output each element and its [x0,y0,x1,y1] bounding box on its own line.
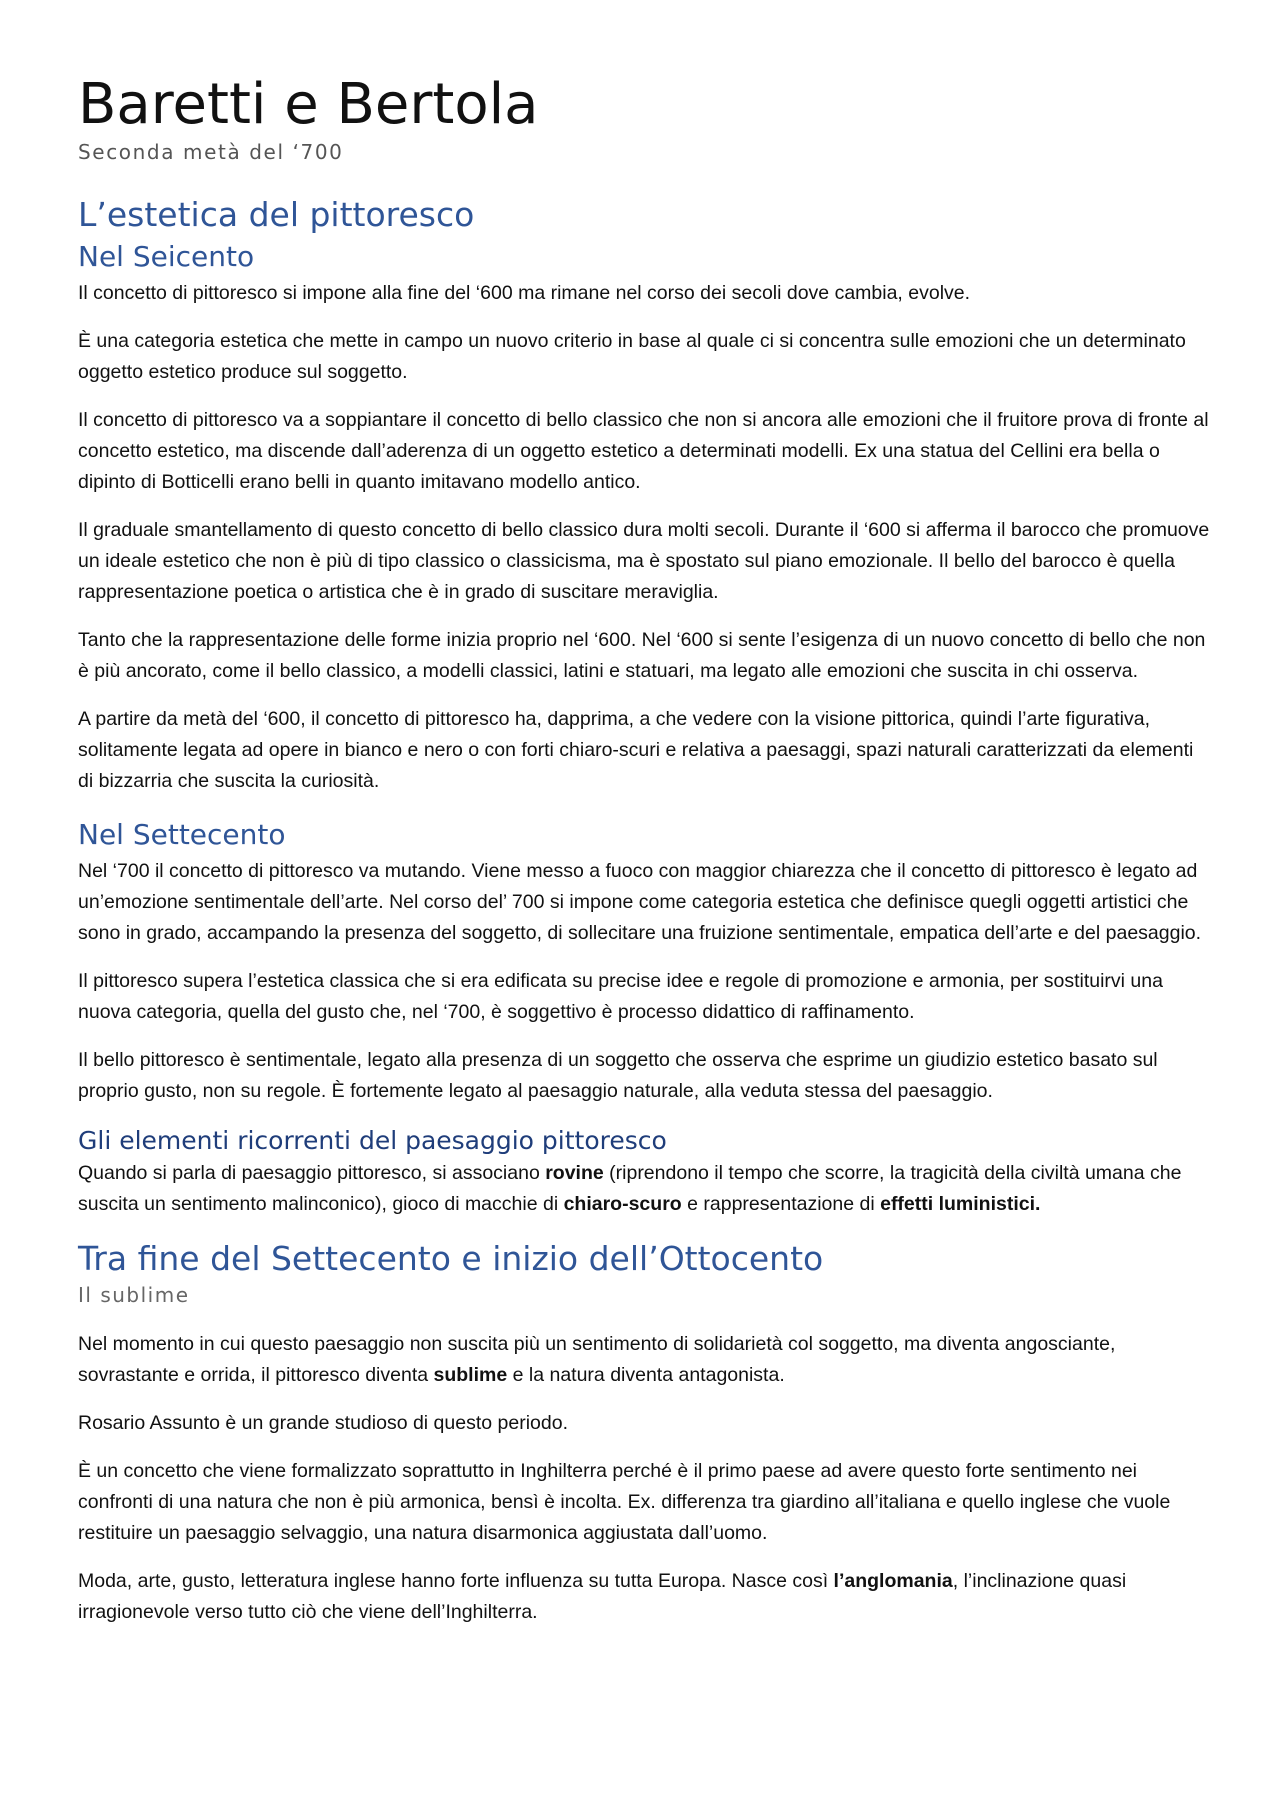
paragraph: Rosario Assunto è un grande studioso di questo periodo. [78,1412,568,1435]
subsection-heading-settecento: Nel Settecento [78,817,286,851]
paragraph: Il graduale smantellamento di questo concetto di bello classico dura molti secoli. Durante il ‘600 si afferma il barocco che promuove un ideale estetico che non è più di tipo classico o classicisma, ma è spostato sul piano emozionale. Il bello del barocco è quella rappresentazione poetica o artistica che è in grado di suscitare meraviglia. [78,518,1210,603]
document-title: Baretti e Bertola [78,72,539,137]
paragraph: Il pittoresco supera l’estetica classica che si era edificata su precise idee e regole di promozione e armonia, per sostituirvi una nuova categoria, quella del gusto che, nel ‘700, è soggettivo è processo didattico di raffinamento. [78,969,1163,1023]
bold-term-sublime: sublime [433,1364,508,1387]
text-run: (riprendono il tempo che scorre, la tragicità della civiltà umana che suscita un sentimento malinconico), gioco di macchie di [78,1162,1182,1216]
paragraph: È un concetto che viene formalizzato soprattutto in Inghilterra perché è il primo paese ad avere questo forte sentimento nei confronti di una natura che non è più armonica, bensì è incolta. Ex. differenza tra giardino all’italiana e quello inglese che vuole restituire un paesaggio selvaggio, una natura disarmonica aggiustata dall’uomo. [78,1460,1171,1545]
bold-term-chiaro-scuro: chiaro-scuro [563,1193,682,1216]
section-heading-pittoresco: L’estetica del pittoresco [78,194,475,234]
document-page [78,74,1213,1645]
bold-term-anglomania: l’anglomania [833,1570,953,1593]
paragraph [78,1566,1213,1628]
paragraph: Il concetto di pittoresco va a soppiantare il concetto di bello classico che non si ancora alle emozioni che il fruitore prova di fronte al concetto estetico, ma discende dall’aderenza di un oggetto estetico a determinati modelli. Ex una statua del Cellini era bella o dipinto di Botticelli erano belli in quanto imitavano modello antico. [78,408,1209,493]
text-run: Moda, arte, gusto, letteratura inglese hanno forte influenza su tutta Europa. Nasce così [78,1570,834,1593]
text-run: e la natura diventa antagonista. [507,1364,785,1387]
paragraph: Tanto che la rappresentazione delle forme inizia proprio nel ‘600. Nel ‘600 si sente l’esigenza di un nuovo concetto di bello che non è più ancorato, come il bello classico, a modelli classici, latini e statuari, ma legato alle emozioni che suscita in chi osserva. [78,628,1206,682]
paragraph: Il concetto di pittoresco si impone alla fine del ‘600 ma rimane nel corso dei secoli dove cambia, evolve. [78,281,971,304]
paragraph: Nel ‘700 il concetto di pittoresco va mutando. Viene messo a fuoco con maggior chiarezza che il concetto di pittoresco è legato ad un’emozione sentimentale dell’arte. Nel corso del’ 700 si impone come categoria estetica che definisce quegli oggetti artistici che sono in grado, accampando la presenza del soggetto, di sollecitare una fruizione sentimentale, empatica dell’arte e del paesaggio. [78,859,1202,944]
bold-term-effetti-luministici: effetti luministici. [880,1193,1041,1216]
subsection-heading-elementi: Gli elementi ricorrenti del paesaggio pittoresco [78,1125,667,1155]
text-run: Nel momento in cui questo paesaggio non suscita più un sentimento di solidarietà col soggetto, ma diventa angosciante, sovrastante e orrida, il pittoresco diventa [78,1333,1116,1387]
paragraph: A partire da metà del ‘600, il concetto di pittoresco ha, dapprima, a che vedere con la visione pittorica, quindi l’arte figurativa, solitamente legata ad opere in bianco e nero o con forti chiaro-scuri e relativa a paesaggi, spazi naturali caratterizzati da elementi di bizzarria che suscita la curiosità. [78,707,1194,792]
paragraph [78,1329,1213,1391]
bold-term-rovine: rovine [545,1162,604,1185]
section-subtitle: Il sublime [78,1283,190,1308]
section-heading-sublime: Tra fine del Settecento e inizio dell’Ottocento [78,1239,824,1279]
text-run: , l’inclinazione quasi irragionevole verso tutto ciò che viene dell’Inghilterra. [78,1570,1127,1624]
document-subtitle: Seconda metà del ‘700 [78,139,344,164]
paragraph: È una categoria estetica che mette in campo un nuovo criterio in base al quale ci si concentra sulle emozioni che un determinato oggetto estetico produce sul soggetto. [78,329,1186,383]
text-run: Quando si parla di paesaggio pittoresco, si associano [78,1162,546,1185]
paragraph: Il bello pittoresco è sentimentale, legato alla presenza di un soggetto che osserva che esprime un giudizio estetico basato sul proprio gusto, non su regole. È fortemente legato al paesaggio naturale, alla veduta stessa del paesaggio. [78,1048,1158,1102]
subsection-heading-seicento: Nel Seicento [78,239,255,273]
text-run: e rappresentazione di [681,1193,881,1216]
paragraph [78,1158,1213,1220]
